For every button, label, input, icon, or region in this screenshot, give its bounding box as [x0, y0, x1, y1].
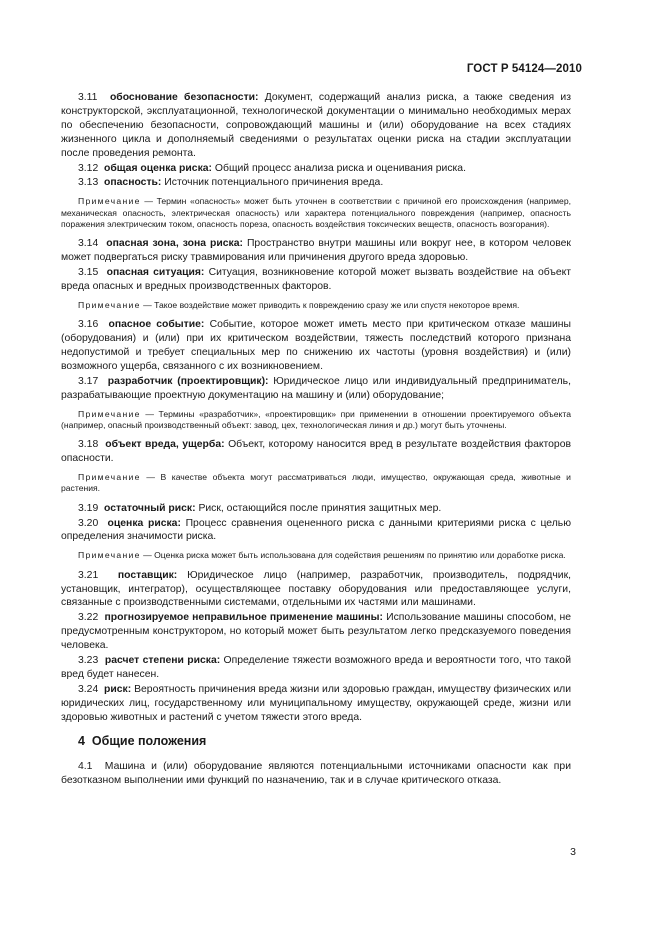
definition-paragraph — [61, 569, 571, 611]
clause-number: 3.13 — [78, 177, 99, 189]
definition-paragraph — [61, 237, 571, 265]
clause-number: 3.11 — [78, 92, 98, 103]
term-name: общая оценка риска: — [104, 162, 213, 174]
note-paragraph — [61, 550, 571, 561]
term-name: риск: — [104, 683, 132, 695]
definition-text: Использование машины способом, не предусмотренным конструктором, но который может быть результатом легко предсказуемого поведения человека. — [61, 612, 571, 652]
definition-text: Машина и (или) оборудование являются потенциальными источниками опасности как при безотказном выполнении ими функций по назначению, так и в случае критического отказа. — [61, 761, 571, 787]
term-name: обоснование безопасности: — [109, 92, 259, 103]
definition-paragraph — [61, 318, 571, 374]
page-number: 3 — [570, 846, 576, 858]
definition-text: Источник потенциального причинения вреда. — [164, 177, 384, 189]
definition-text: Документ, содержащий анализ риска, а также сведения из конструкторской, эксплуатационной, технологической документации о минимально необходимых мерах по обеспечению безопасности, сопровождающий машины и (или) оборудование на всех стадиях жизненного цикла и дополняемый сведениями о результатах оценки риска на стадии эксплуатации после проведения ремонта. — [61, 92, 571, 159]
term-name: расчет степени риска: — [104, 655, 221, 667]
definition-paragraph — [61, 162, 571, 176]
note-text: — Оценка риска может быть использована для содействия решениям по принятию или доработке риска. — [140, 550, 566, 561]
definition-paragraph — [61, 266, 571, 294]
definition-paragraph — [61, 654, 571, 682]
section-title-text: Общие положения — [91, 733, 207, 748]
definition-text: Ситуация, возникновение которой может вызвать воздействие на объект вреда опасных и вредных производственных факторов. — [61, 267, 572, 292]
term-name: оценка риска: — [107, 517, 181, 529]
term-name: остаточный риск: — [104, 502, 196, 514]
definition-paragraph — [61, 91, 571, 161]
clause-number: 3.15 — [78, 267, 99, 279]
note-paragraph — [61, 409, 571, 432]
clause-number: 3.24 — [78, 683, 99, 695]
note-text: — Термин «опасность» может быть уточнен в соответствии с причиной его происхождения (например, механическая опасность, электрическая опасность) или характера потенциального повреждения (например, опасность поражения электрическим током, опасность пореза, опасность воздействия токсических веществ, опасность возгорания). — [61, 196, 571, 229]
definition-text: Вероятность причинения вреда жизни или здоровью граждан, имуществу физических или юридических лиц, государственному или муниципальному имуществу, окружающей среде, жизни или здоровью животных и растений с учетом тяжести этого вреда. — [61, 683, 572, 723]
clause-number: 3.19 — [78, 502, 99, 514]
definition-paragraph — [61, 517, 571, 545]
clause-number: 4.1 — [78, 761, 93, 773]
note-label: Примечание — [78, 299, 141, 310]
note-text: — Такое воздействие может приводить к повреждению сразу же или спустя некоторое время. — [140, 299, 520, 310]
note-label: Примечание — [78, 408, 141, 419]
term-name: опасная ситуация: — [106, 267, 205, 279]
clause-number: 3.17 — [78, 375, 99, 387]
note-paragraph — [61, 300, 571, 311]
definition-paragraph — [61, 502, 571, 516]
clause-number: 3.22 — [78, 612, 99, 624]
clause-paragraph — [61, 760, 571, 788]
definition-text: Событие, которое может иметь место при критическом отказе машины (оборудования) и (или) при их критическом воздействии, тяжесть последствий которого признана недопустимой и требует специальных мер по снижению их частоты (уровня воздействия) и (или) возможного ущерба, связанного с их возникновением. — [61, 319, 571, 372]
definition-text: Определение тяжести возможного вреда и вероятности того, что такой вред будет нанесен. — [61, 655, 571, 680]
definition-paragraph — [61, 611, 571, 653]
note-label: Примечание — [78, 550, 141, 561]
definition-text: Общий процесс анализа риска и оценивания риска. — [214, 162, 466, 174]
note-text: — В качестве объекта могут рассматриваться люди, имущество, окружающая среда, животные и растения. — [61, 472, 571, 494]
definition-text: Юридическое лицо (например, разработчик, производитель, подрядчик, установщик, интегратор), осуществляющее поставку оборудования или предоставляющее услуги, связанные с производственными системами, отдельными их частями или машинами. — [61, 569, 572, 609]
clause-number: 3.18 — [78, 439, 99, 451]
definition-text: Процесс сравнения оцененного риска с данными критериями риска с целью определения значимости риска. — [61, 517, 571, 543]
definition-text: Пространство внутри машины или вокруг нее, в котором человек может подвергаться риску травмирования или причинения другого вреда здоровью. — [61, 238, 571, 264]
term-name: поставщик: — [117, 569, 178, 581]
note-paragraph — [61, 472, 571, 495]
definition-paragraph — [61, 375, 571, 403]
section-heading — [78, 735, 571, 749]
definition-paragraph — [61, 438, 571, 466]
clause-number: 3.16 — [78, 319, 99, 331]
clause-number: 3.14 — [78, 238, 99, 250]
note-label: Примечание — [78, 472, 141, 482]
term-name: опасная зона, зона риска: — [106, 238, 243, 250]
document-body — [61, 91, 571, 788]
term-name: объект вреда, ущерба: — [105, 439, 225, 451]
clause-number: 3.21 — [78, 569, 99, 581]
term-name: разработчик (проектировщик): — [107, 375, 269, 387]
definition-paragraph — [61, 683, 571, 725]
clause-number: 3.20 — [78, 517, 99, 529]
note-text: — Термины «разработчик», «проектировщик» при применении в отношении проектируемого объекта (например, опасный производственный объект: завод, цех, технологическая линия и др.) могут быть уточнены. — [61, 408, 571, 430]
term-name: опасность: — [104, 177, 162, 189]
clause-number: 3.12 — [78, 162, 99, 174]
definition-paragraph — [61, 176, 571, 190]
document-id-header: ГОСТ Р 54124—2010 — [466, 63, 582, 75]
section-number: 4 — [78, 733, 85, 748]
definition-text: Риск, остающийся после принятия защитных мер. — [198, 502, 442, 514]
definition-text: Объект, которому наносится вред в результате воздействия факторов опасности. — [61, 439, 572, 465]
note-label: Примечание — [78, 196, 141, 207]
term-name: опасное событие: — [108, 319, 205, 331]
clause-number: 3.23 — [78, 655, 99, 667]
definition-text: Юридическое лицо или индивидуальный предприниматель, разрабатывающие проектную документацию на машину и (или) оборудование; — [61, 375, 571, 401]
note-paragraph — [61, 196, 571, 230]
term-name: прогнозируемое неправильное применение машины: — [104, 612, 383, 624]
